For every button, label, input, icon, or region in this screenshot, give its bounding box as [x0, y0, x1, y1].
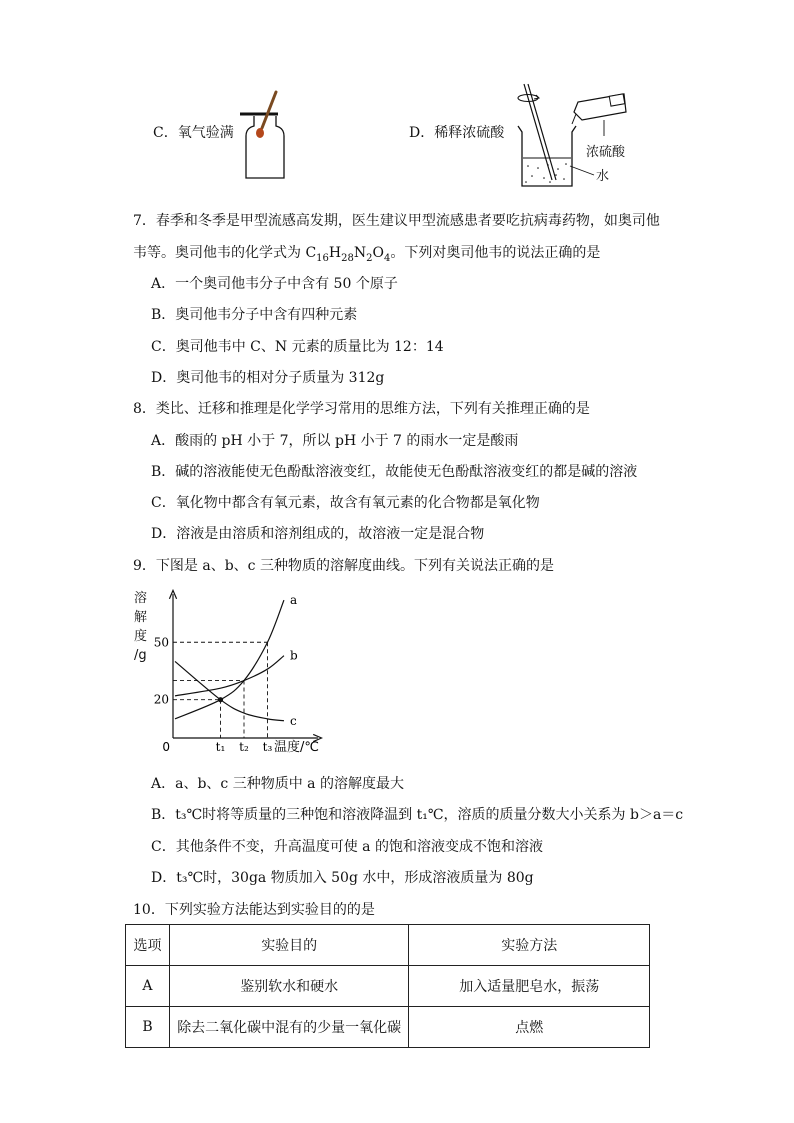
table-row: [126, 966, 650, 1007]
q8-option-a: A．酸雨的 pH 小于 7，所以 pH 小于 7 的雨水一定是酸雨: [151, 433, 519, 449]
y-tick-label: 50: [153, 635, 169, 650]
q8-option-c: C．氧化物中都含有氧元素，故含有氧元素的化合物都是氧化物: [151, 495, 540, 511]
water-label: 水: [596, 169, 610, 184]
q9-option-a: A．a、b、c 三种物质中 a 的溶解度最大: [151, 776, 404, 792]
curve-label-c: c: [289, 713, 297, 728]
q8-option-b: B．碱的溶液能使无色酚酞溶液变红，故能使无色酚酞溶液变红的都是碱的溶液: [151, 464, 638, 480]
x-tick-label: t₂: [239, 740, 249, 754]
table-header-cell: 选项: [126, 925, 170, 966]
dilute-sulfuric-acid-illustration: [512, 82, 642, 192]
q8-option-d: D．溶液是由溶质和溶剂组成的，故溶液一定是混合物: [151, 526, 485, 542]
y-tick-label: 20: [153, 692, 169, 707]
q9-stem: 9．下图是 a、b、c 三种物质的溶解度曲线。下列有关说法正确的是: [133, 558, 554, 574]
q8-stem: 8．类比、迁移和推理是化学学习常用的思维方法，下列有关推理正确的是: [133, 401, 590, 417]
q10-table: [125, 924, 650, 1048]
q6-option-d-label: D．稀释浓硫酸: [409, 125, 505, 141]
q9-option-b: B．t₃℃时将等质量的三种饱和溶液降温到 t₁℃，溶质的质量分数大小关系为 b＞a＝c: [151, 807, 684, 823]
solubility-chart: [128, 588, 328, 760]
q7-option-d: D．奥司他韦的相对分子质量为 312g: [151, 370, 385, 386]
table-cell: 加入适量肥皂水，振荡: [409, 966, 650, 1007]
table-cell: 鉴别软水和硬水: [169, 966, 409, 1007]
acid-label: 浓硫酸: [586, 145, 626, 160]
intersection-point: [218, 697, 223, 702]
curve-label-b: b: [289, 648, 298, 663]
oxygen-test-illustration: [238, 88, 298, 183]
q7-option-a: A．一个奥司他韦分子中含有 50 个原子: [151, 276, 398, 292]
y-axis-label: 解: [134, 610, 148, 625]
y-axis-label: 度: [134, 629, 148, 644]
q7-stem-line2: 韦等。奥司他韦的化学式为 $C_{16}H_{28}N_2O_4$。下列对奥司他韦的说法正确的是: [133, 245, 601, 264]
x-tick-label: t₁: [215, 740, 226, 754]
x-axis-label: 温度/℃: [274, 740, 319, 755]
x-tick-label: t₃: [262, 740, 273, 754]
q7-option-c: C．奥司他韦中 C、N 元素的质量比为 12：14: [151, 339, 444, 355]
table-header-row: [126, 925, 650, 966]
table-row: [126, 1007, 650, 1048]
q6-option-c-label: C．氧气验满: [153, 125, 234, 141]
curve-label-a: a: [289, 593, 298, 608]
q9-option-c: C．其他条件不变，升高温度可使 a 的饱和溶液变成不饱和溶液: [151, 839, 543, 855]
y-axis-label: 溶: [134, 591, 148, 606]
q9-option-d: D．t₃℃时，30ga 物质加入 50g 水中，形成溶液质量为 80g: [151, 870, 534, 886]
table-header-cell: 实验方法: [409, 925, 650, 966]
q7-stem-line1: 7．春季和冬季是甲型流感高发期，医生建议甲型流感患者要吃抗病毒药物，如奥司他: [133, 213, 660, 229]
table-cell: B: [126, 1007, 170, 1048]
table-header-cell: 实验目的: [169, 925, 409, 966]
q7-option-b: B．奥司他韦分子中含有四种元素: [151, 307, 358, 323]
origin-label: 0: [162, 740, 170, 754]
table-cell: 除去二氧化碳中混有的少量一氧化碳: [169, 1007, 409, 1048]
table-cell: 点燃: [409, 1007, 650, 1048]
table-cell: A: [126, 966, 170, 1007]
q10-stem: 10．下列实验方法能达到实验目的的是: [133, 902, 375, 918]
y-axis-label: /g: [134, 648, 147, 663]
